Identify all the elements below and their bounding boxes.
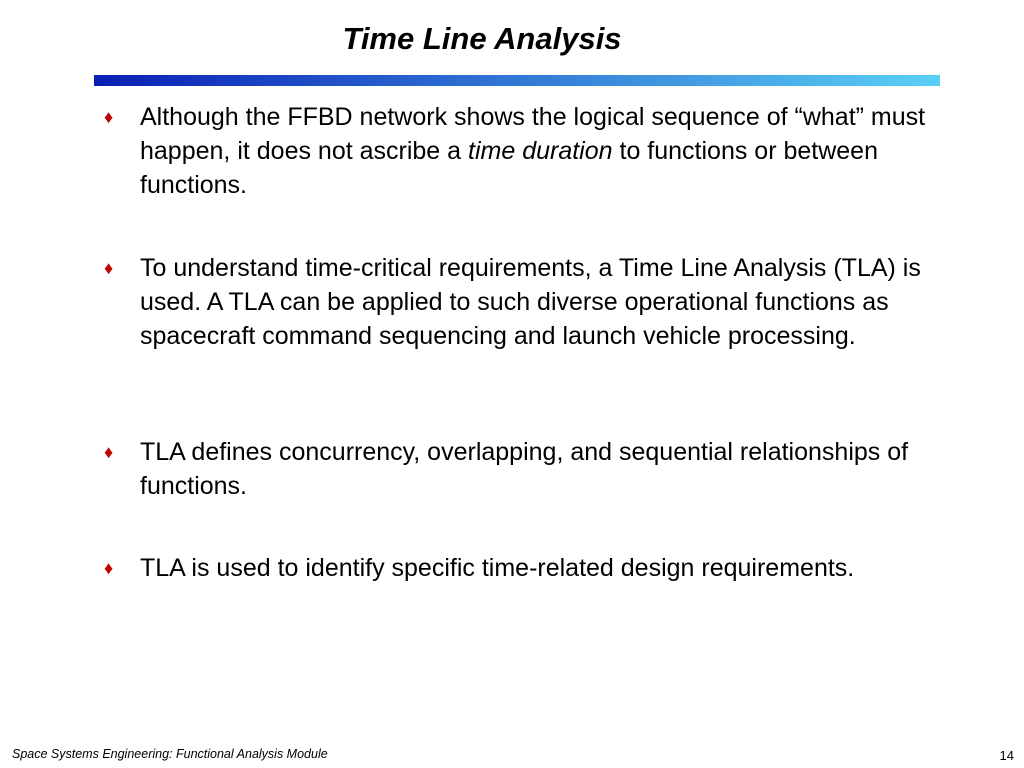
- bullet-text: To understand time-critical requirements, a Time Line Analysis (TLA) is used. A TLA can be applied to such diverse operational functions as spacecraft command sequencing and launch vehicle processing.: [140, 254, 921, 350]
- footer-module-name: Space Systems Engineering: Functional Analysis Module: [12, 747, 328, 761]
- bullet-text: TLA defines concurrency, overlapping, and sequential relationships of functions.: [140, 438, 909, 500]
- bullet-text-emphasis: time duration: [468, 137, 613, 165]
- bullet-text: TLA is used to identify specific time-related design requirements.: [140, 554, 855, 582]
- slide-title: Time Line Analysis: [342, 21, 622, 56]
- bullet-text-run: to functions or between functions.: [140, 137, 878, 199]
- bullet-text: [140, 100, 940, 202]
- diamond-bullet-icon: ♦: [104, 107, 114, 127]
- bullet-text-run: Although the FFBD network shows the logical sequence of “what” must happen, it does not ascribe a: [140, 103, 926, 165]
- page-number: 14: [999, 748, 1014, 763]
- diamond-bullet-icon: ♦: [104, 258, 114, 278]
- diamond-bullet-icon: ♦: [104, 442, 114, 462]
- diamond-bullet-icon: ♦: [104, 558, 114, 578]
